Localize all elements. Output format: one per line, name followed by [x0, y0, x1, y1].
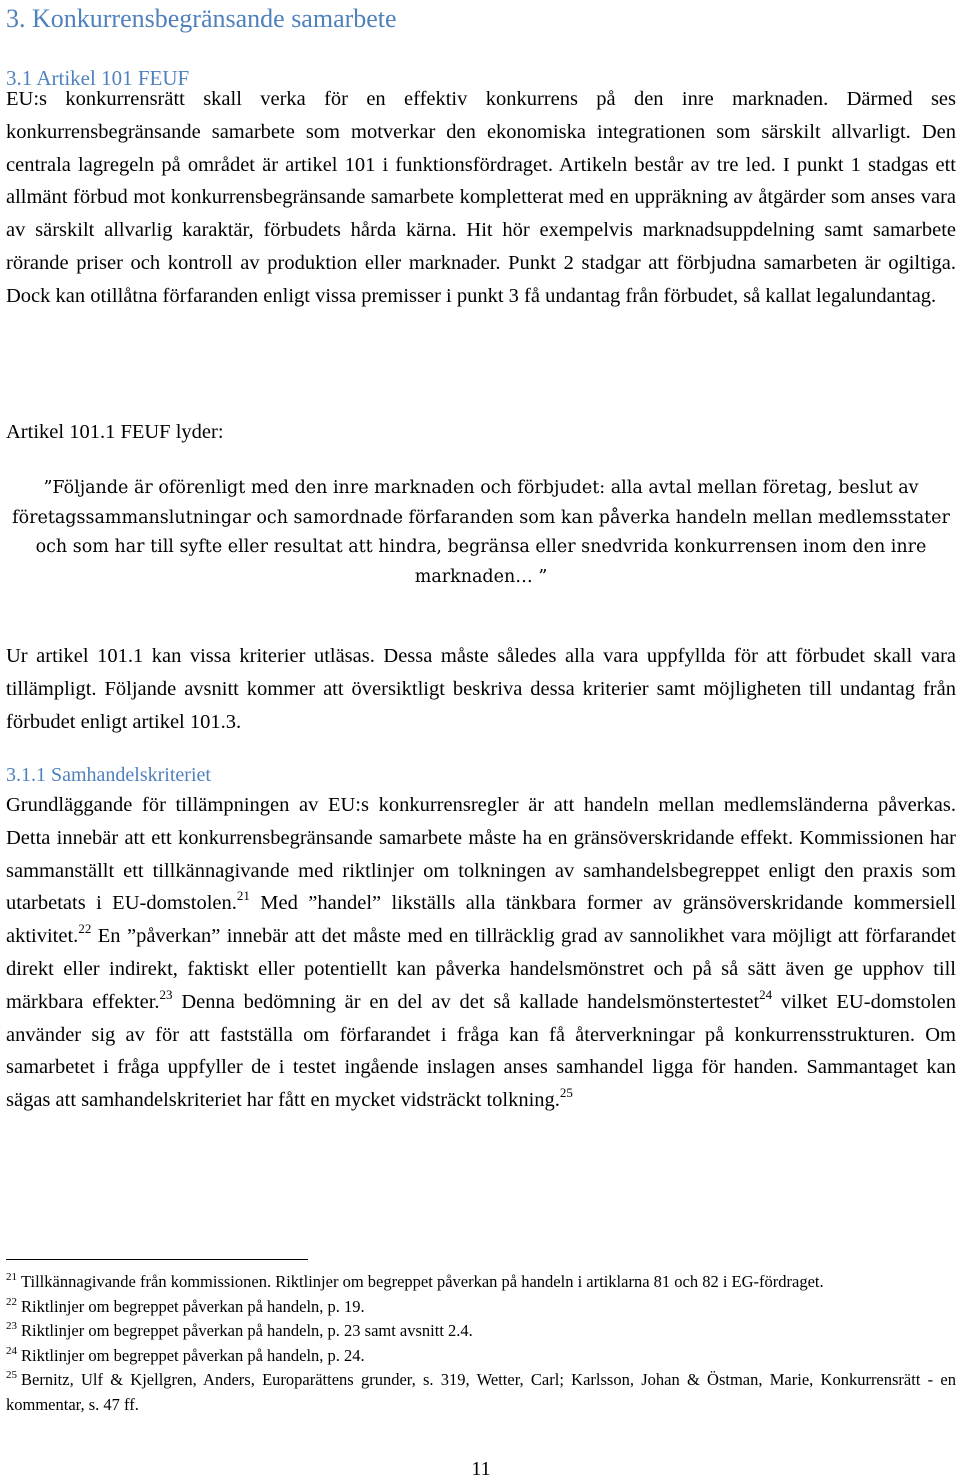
text-span: Med ”handel” likställs alla tänkbara former av gränsöverskridande kommersiell aktivitet.	[6, 892, 956, 948]
chapter-heading: 3. Konkurrensbegränsande samarbete	[6, 4, 397, 33]
footnote-text: Tillkännagivande från kommissionen. Riktlinjer om begreppet påverkan på handeln i artiklarna 81 och 82 i EG-fördraget.	[21, 1272, 824, 1291]
footnote	[6, 1270, 956, 1295]
paragraph-intro: EU:s konkurrensrätt skall verka för en effektiv konkurrens på den inre marknaden. Därmed ses konkurrensbegränsande samarbete som motverkar den ekonomiska integrationen som särskilt allvarligt. Den centrala lagregeln på området är artikel 101 i funktionsfördraget. Artikeln består av tre led. I punkt 1 stadgas ett allmänt förbud mot konkurrensbegränsande samarbete kompletterat med en uppräkning av åtgärder som anses vara av särskilt allvarlig karaktär, förbudets hårda kärna. Hit hör exempelvis marknadsuppdelning samt samarbete rörande priser och kontroll av produktion eller marknader. Punkt 2 stadgar att förbjudna samarbeten är ogiltiga. Dock kan otillåtna förfaranden enligt vissa premisser i punkt 3 få undantag från förbudet, så kallat legalundantag.	[6, 88, 956, 307]
text-span: En ”påverkan” innebär att det måste med en tillräcklig grad av sannolikhet vara möjligt att förfarandet direkt eller indirekt, faktiskt eller potentiellt kan påverka handelsmönstret och på så sätt även ge upphov till märkbara effekter.	[6, 925, 956, 1013]
footnote	[6, 1344, 956, 1369]
footnote-ref[interactable]: 24	[759, 986, 773, 1002]
footnote-ref[interactable]: 23	[159, 986, 173, 1002]
footnote-number: 25	[6, 1369, 17, 1382]
footnote	[6, 1319, 956, 1344]
footnote	[6, 1295, 956, 1320]
paragraph-criteria: Ur artikel 101.1 kan vissa kriterier utläsas. Dessa måste således alla vara uppfyllda för att förbudet skall vara tillämpligt. Följande avsnitt kommer att översiktligt beskriva dessa kriterier samt möjligheten till undantag från förbudet enligt artikel 101.3.	[6, 645, 956, 733]
footnote-text: Bernitz, Ulf & Kjellgren, Anders, Europarättens grunder, s. 319, Wetter, Carl; Karlsson, Johan & Östman, Marie, Konkurrensrätt - en kommentar, s. 47 ff.	[6, 1370, 956, 1414]
footnote-text: Riktlinjer om begreppet påverkan på handeln, p. 24.	[21, 1345, 365, 1365]
footnote-separator	[6, 1259, 308, 1260]
text-span: vilket EU-domstolen använder sig av för att fastställa om förfarandet i fråga kan få återverkningar på konkurrensstrukturen. Om samarbetet i fråga uppfyller de i testet ingående inslagen anses samhandel ligga för handen. Sammantaget kan sägas att samhandelskriteriet har fått en mycket vidsträckt tolkning.	[6, 990, 956, 1112]
text-span: Grundläggande för tillämpningen av EU:s konkurrensregler är att handeln mellan medlemsländerna påverkas. Detta innebär att ett konkurrensbegränsande samarbete måste ha en gränsöverskridande effekt. Kommissionen har sammanställt ett tillkännagivande med riktlinjer om tolkningen av samhandelsbegreppet enligt den praxis som utarbetats i EU-domstolen.	[6, 794, 956, 915]
page-number: 11	[471, 1458, 491, 1480]
footnote-text: Riktlinjer om begreppet påverkan på handeln, p. 23 samt avsnitt 2.4.	[21, 1321, 473, 1341]
footnote	[6, 1368, 956, 1417]
footnote-number: 22	[6, 1295, 17, 1308]
footnote-ref[interactable]: 22	[78, 921, 92, 937]
paragraph-trade-criterion	[6, 789, 956, 1117]
section-heading: 3.1 Artikel 101 FEUF	[6, 66, 190, 90]
article-quote: ”Följande är oförenligt med den inre marknaden och förbjudet: alla avtal mellan företag, beslut av företagssammanslutningar och samordnade förfaranden som kan påverka handeln mellan medlemsstater och som har till syfte eller resultat att hindra, begränsa eller snedvrida konkurrensen inom den inre marknaden… ”	[12, 478, 950, 587]
footnotes	[6, 1270, 956, 1418]
text-span: Denna bedömning är en del av det så kallade handelsmönstertestet	[172, 990, 760, 1013]
footnote-number: 24	[6, 1344, 17, 1357]
paragraph-article-lead: Artikel 101.1 FEUF lyder:	[6, 421, 224, 443]
footnote-number: 21	[6, 1271, 17, 1283]
footnote-ref[interactable]: 25	[559, 1085, 573, 1101]
footnote-ref[interactable]: 21	[236, 888, 250, 904]
subsection-heading: 3.1.1 Samhandelskriteriet	[6, 764, 211, 786]
footnote-text: Riktlinjer om begreppet påverkan på handeln, p. 19.	[21, 1296, 365, 1316]
footnote-number: 23	[6, 1320, 17, 1333]
